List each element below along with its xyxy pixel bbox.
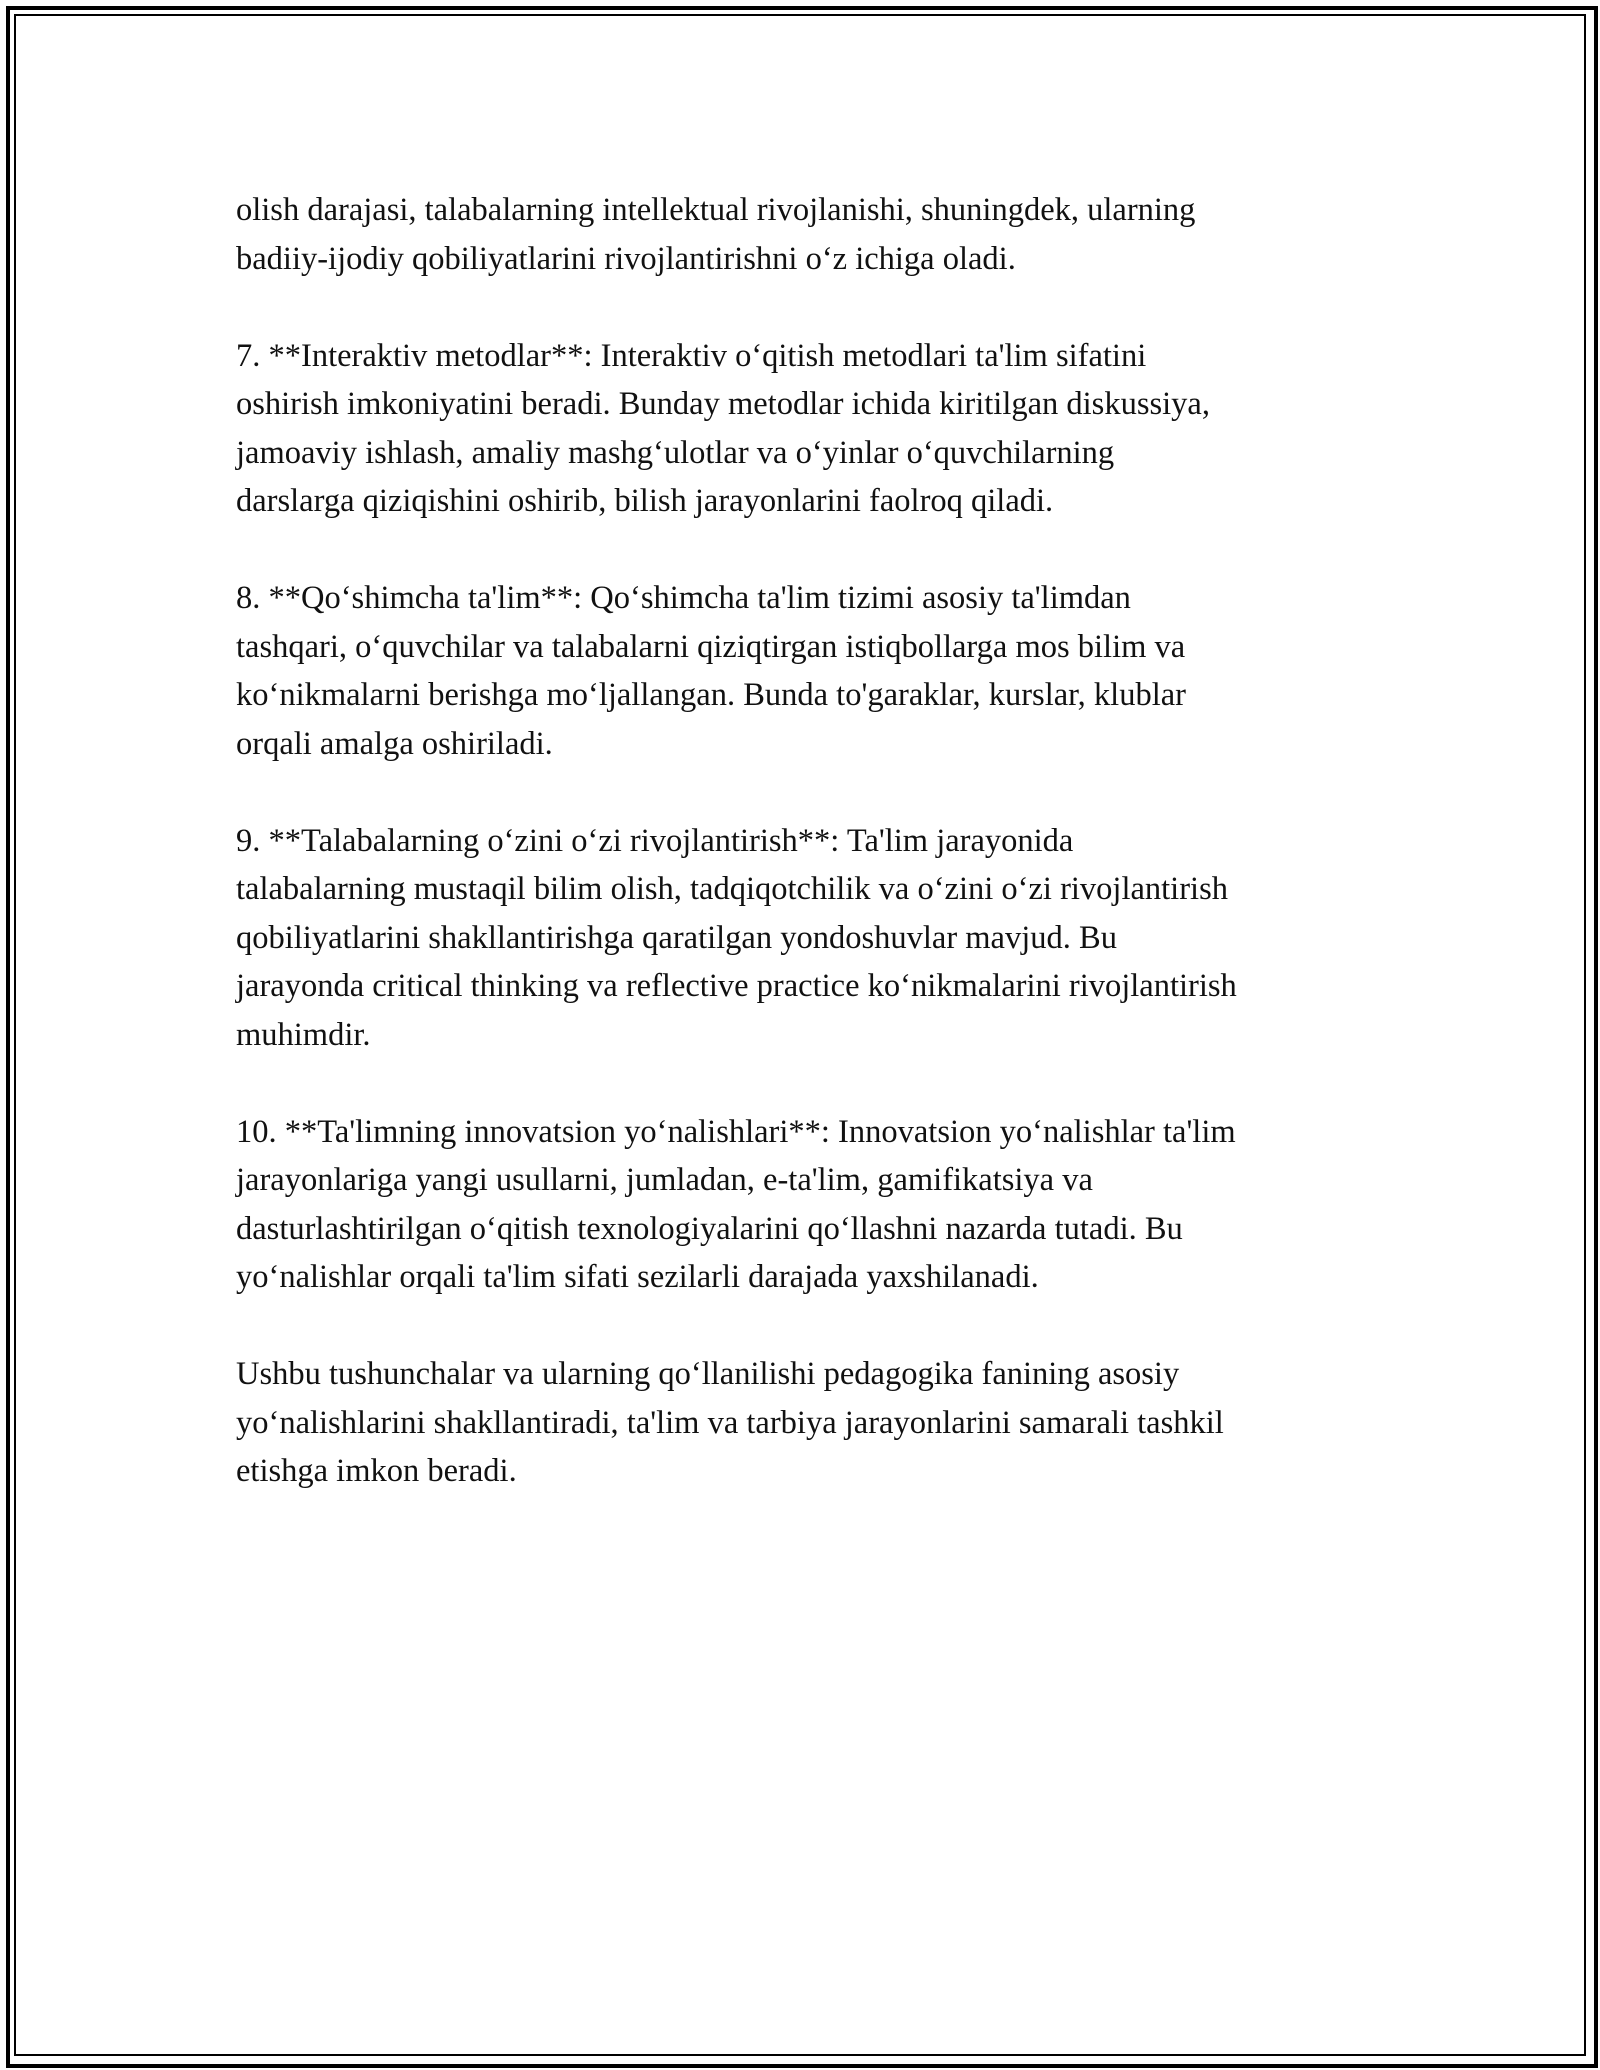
paragraph-item-8	[236, 574, 1386, 768]
text-line: jarayonlariga yangi usullarni, jumladan, e-ta'lim, gamifikatsiya va	[236, 1162, 1093, 1198]
paragraph-item-7	[236, 332, 1386, 526]
paragraph-item-9	[236, 817, 1386, 1060]
text-line: jarayonda critical thinking va reflective practice ko‘nikmalarini rivojlantirish	[236, 968, 1237, 1004]
text-line: badiiy-ijodiy qobiliyatlarini rivojlantirishni o‘z ichiga oladi.	[236, 240, 1016, 277]
document-body	[236, 186, 1386, 1544]
paragraph-conclusion	[236, 1350, 1386, 1496]
text-line: etishga imkon beradi.	[236, 1453, 517, 1489]
text-line: yo‘nalishlarini shakllantiradi, ta'lim va tarbiya jarayonlarini samarali tashkil	[236, 1404, 1224, 1441]
text-line: orqali amalga oshiriladi.	[236, 725, 553, 762]
text-line: darslarga qiziqishini oshirib, bilish jarayonlarini faolroq qiladi.	[236, 483, 1054, 519]
paragraph-item-10	[236, 1108, 1386, 1302]
text-line: dasturlashtirilgan o‘qitish texnologiyalarini qo‘llashni nazarda tutadi. Bu	[236, 1210, 1183, 1247]
text-line: tashqari, o‘quvchilar va talabalarni qiziqtirgan istiqbollarga mos bilim va	[236, 628, 1186, 665]
text-line: oshirish imkoniyatini beradi. Bunday metodlar ichida kiritilgan diskussiya,	[236, 386, 1210, 422]
text-line: 8. **Qo‘shimcha ta'lim**: Qo‘shimcha ta'lim tizimi asosiy ta'limdan	[236, 580, 1131, 616]
text-line: ko‘nikmalarni berishga mo‘ljallangan. Bunda to'garaklar, kurslar, klublar	[236, 677, 1186, 713]
text-line: yo‘nalishlar orqali ta'lim sifati sezilarli darajada yaxshilanadi.	[236, 1259, 1039, 1295]
paragraph-continuation	[236, 186, 1386, 283]
text-line: olish darajasi, talabalarning intellektual rivojlanishi, shuningdek, ularning	[236, 192, 1196, 228]
text-line: Ushbu tushunchalar va ularning qo‘llanilishi pedagogika fanining asosiy	[236, 1356, 1180, 1392]
text-line: qobiliyatlarini shakllantirishga qaratilgan yondoshuvlar mavjud. Bu	[236, 919, 1117, 956]
text-line: jamoaviy ishlash, amaliy mashg‘ulotlar va o‘yinlar o‘quvchilarning	[236, 434, 1115, 471]
text-line: 10. **Ta'limning innovatsion yo‘nalishlari**: Innovatsion yo‘nalishlar ta'lim	[236, 1113, 1236, 1150]
text-line: 9. **Talabalarning o‘zini o‘zi rivojlantirish**: Ta'lim jarayonida	[236, 822, 1074, 859]
text-line: talabalarning mustaqil bilim olish, tadqiqotchilik va o‘zini o‘zi rivojlantirish	[236, 871, 1228, 907]
text-line: muhimdir.	[236, 1016, 371, 1053]
text-line: 7. **Interaktiv metodlar**: Interaktiv o‘qitish metodlari ta'lim sifatini	[236, 337, 1147, 374]
